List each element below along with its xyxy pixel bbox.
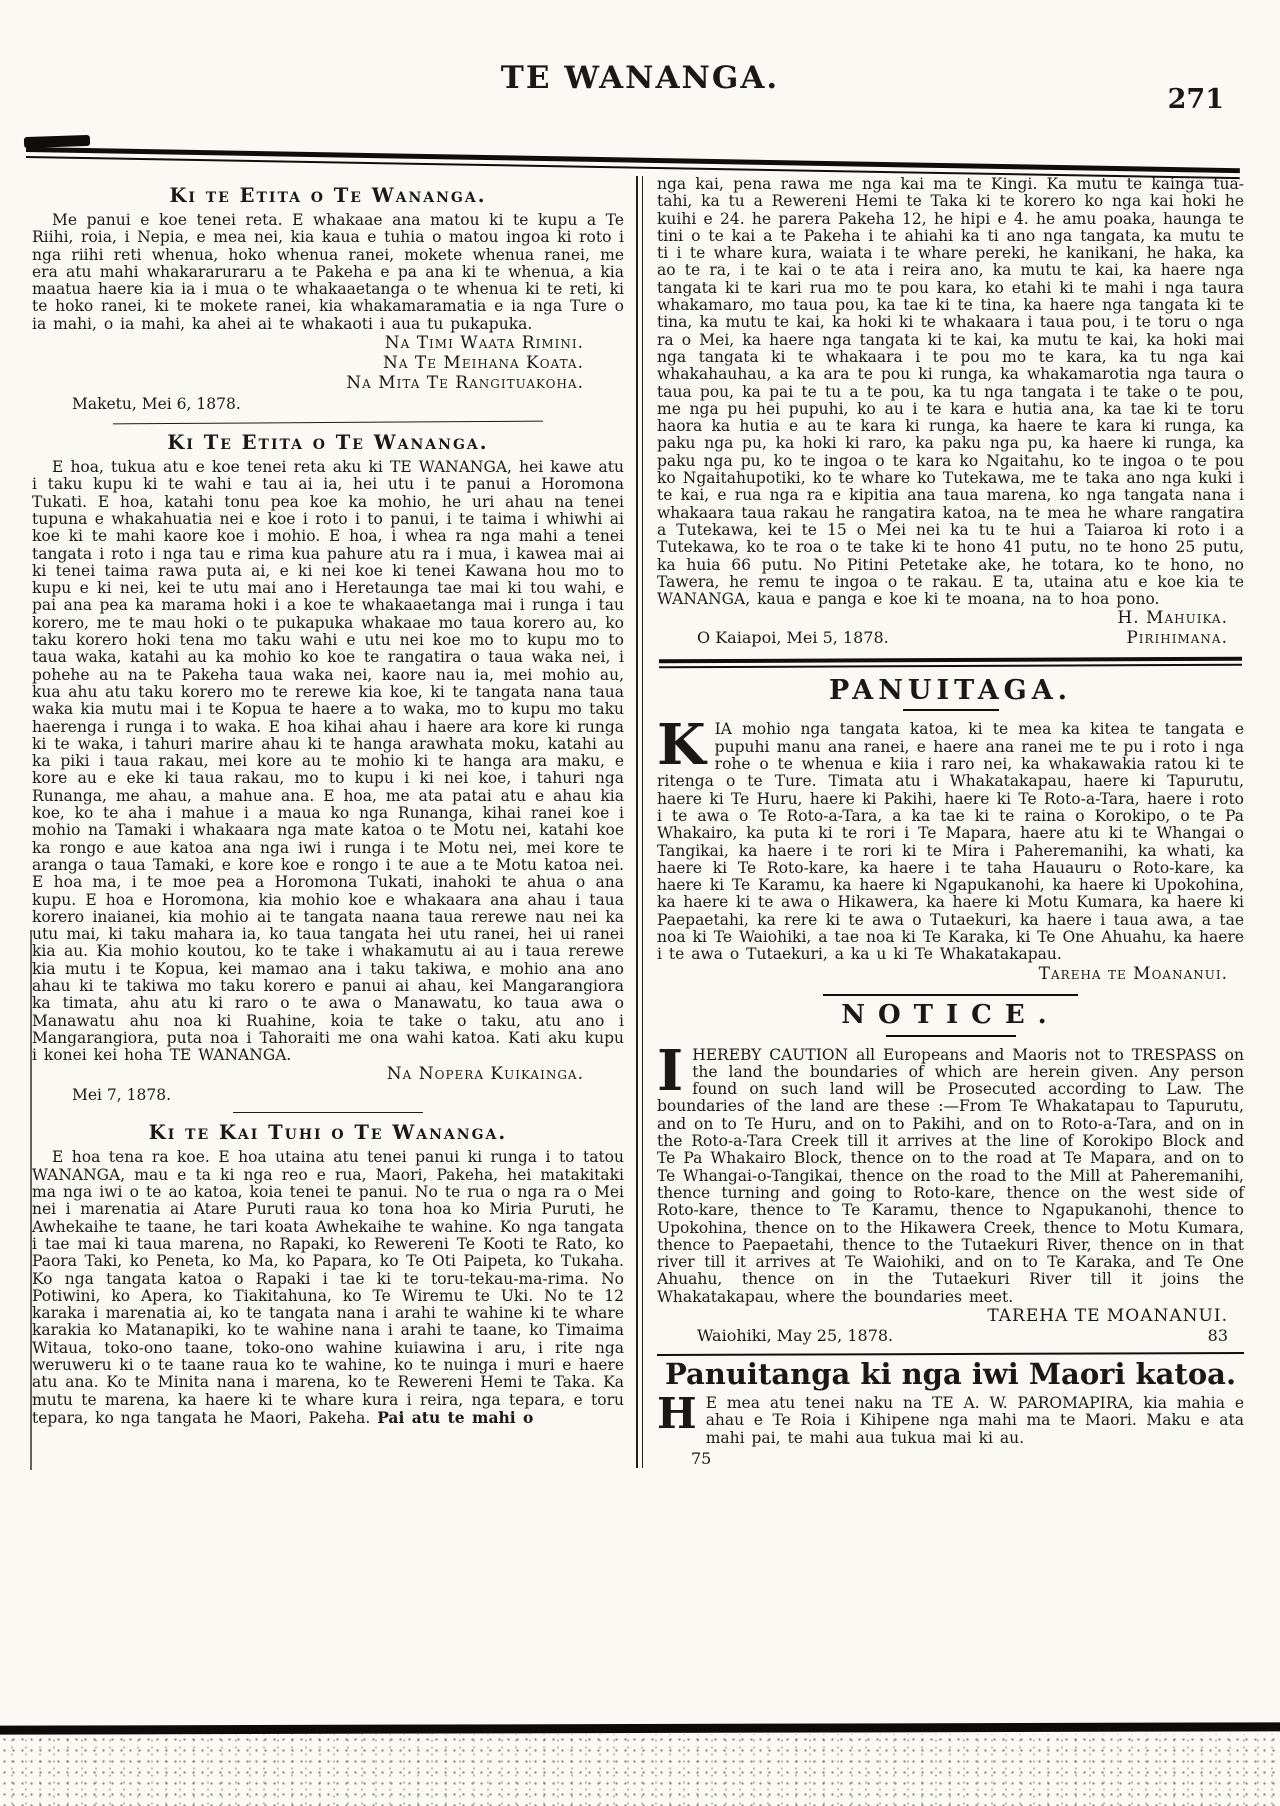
dateline: Maketu, Mei 6, 1878. <box>72 395 241 414</box>
left-column <box>32 176 634 1468</box>
dateline-row <box>657 1326 1244 1345</box>
body-paragraph <box>657 1389 1244 1447</box>
section-heading: Ki Te Etita o Te Wananga. <box>167 431 489 455</box>
signature-line: Na Mita Te Rangituakoha. <box>346 373 584 394</box>
notice-heading: NOTICE. <box>841 999 1060 1030</box>
heading-rule <box>886 1035 1016 1037</box>
dateline: Mei 7, 1878. <box>72 1086 172 1105</box>
right-column <box>645 176 1244 1468</box>
reference-number: 83 <box>1207 1326 1228 1346</box>
dateline: Waiohiki, May 25, 1878. <box>697 1326 894 1346</box>
heading-rule <box>903 709 999 711</box>
signature-line: Na Te Meihana Koata. <box>382 353 584 374</box>
drop-cap: K <box>657 712 706 779</box>
heading-rule <box>823 994 1078 996</box>
body-paragraph: Me panui e koe tenei reta. E whakaae ana matou ki te kupu a Te Riihi, roia, i Nepia, e mea nei, kia kaua e tuhia o matou ingoa ki roto i nga riihi reti whenua, hoko whenua ranei, mokete whenua ranei, me era atu mahi whakararuraru a te Pakeha e pa ana ki te whenua, a kia maatua haere kia ia i mua o te whakaaetanga o te whenua ki te reti, ki te hoko ranei, ki te mokete ranei, kia whakamaramatia e ia nga Ture o ia mahi, o ia mahi, ka ahei ai te whakaoti i aua tu pukapuka. <box>32 211 624 333</box>
section-rule <box>233 1112 423 1113</box>
maori-notice-heading: Panuitanga ki nga iwi Maori katoa. <box>664 1357 1237 1392</box>
double-rule <box>659 657 1242 669</box>
columns-container <box>32 176 1244 1468</box>
body-text: HEREBY CAUTION all Europeans and Maoris not to TRESPASS on the land the boundaries of which are herein given. Any person found on such land will be Prosecuted according to Law. The boundaries of the land are these :—From Te Whakatapau to Tapurutu, and on to Te Huru, and on to Pakihi, and on to Roto-a-Tara, and on in the Roto-a-Tara Creek till it arrives at the line of Korokipo Block and Te Pa Whakairo Block, thence on to the road at Te Mapara, and on to Te Whangai-o-Tangikai, thence on the road to the Mill at Paheremanihi, thence turning and going to Roto-kare, thence on the west side of Roto-kare, thence to Te Karamu, thence to Ngapukanohi, thence to Upokohina, thence on to the Hikawera Creek, thence to Motu Kumara, thence to Paepaetahi, thence to the Tutaekuri River, thence on in that river till it arrives at Te Waiohiki, and on to Te Karaka, and Te One Ahuahu, thence on in the Tutaekuri River till it joins the Whakatakapau, where the boundaries meet. <box>657 1045 1244 1306</box>
body-paragraph: E hoa, tukua atu e koe tenei reta aku ki TE WANANGA, hei kawe atu i taku kupu ki te wahi e tau ai ia, hei utu i te panui a Horomona Tukati. E hoa, katahi tonu pea koe ka mohio, he uri ahau na tenei tupuna e whakahuatia nei e koe i roto i to panui, i te taima i whiwhi ai koe ki te mahi kaore koe i mohio. E hoa, i whea ra nga mahi a tenei tangata i roto i nga tau e rima kua pahure atu ra i mua, i kawea mai ai ki tenei taima rawa puta ai, e ki nei koe ki tenei Kawana hou mo to kupu e ki nei, kei te utu mai ano i Heretaunga tae mai ki tou wahi, e pai ana pea ka marama hoki i a koe te whakaaetanga mai i runga i tau korero, me te mau hoki o te pukapuka whakaae mo taua korero au, ko taku korero hoki tena mo taku wahi e utu nei koe mo to kupu mo to taua waka, katahi au ka mohio ko koe te rangatira o taua waka nei, i pohehe au na te Pakeha taua waka nei, kaore nau ia, mei mohio au, kua ahu atu taku korero mo te rerewe kia koe, ki te tangata nana taua waka kia mutu mai i te Kopua te haere a to waka, mo to kupu mo taku haerenga i runga i to waka. E hoa kihai ahau i haere ara kore ki runga ki te waka, i tahuri marire ahau ki te hanga arawhata moku, katahi au ka piki i taua rakau, mei kore au te mohio ki te hanga ara maku, e kore au e eke ki taua rakau, mo to kupu i ki nei koe, i tahuri nga Runanga, me ahau, a mahue ana. E hoa, me ata patai atu e ahau kia koe, ko te aha i mahue i a maua ko nga Runanga, kihai ranei koe i mohio na Tamaki i whakaara nga mate katoa o te Motu nei, katahi koe ka rongo e aue katoa ana nga iwi i runga i te Motu nei, mei kore te aranga o taua Tamaki, e kore koe e rongo i te aue a te Motu katoa nei. E hoa ma, i te moe pea a Horomona Tukati, inahoki te ahua o ana kupu. E hoa e Horomona, kia mohio koe e whakaara ana ahau i taua korero inaianei, kia mohio ai te tangata naana taua rerewe nau nei ka utu mai, ki taku mahara ia, ko taua tangata hei utu ranei, hei ui ranei kia au. Kia mohio koutou, ko te take i whakamutu ai au i taua rerewe kia mutu i te Kopua, kei mamao ana i taku takiwa, e mohio ana ano ahau ki te takiwa mo taku korero e panui ai ahau, kei Mangarangiora ka timata, ahu atu ki raro o te awa o Manawatu, ko taua awa o Manawatu ahu noa ki Ruahine, koia te take o taku, atu ano i Mangarangiora, puta noa i Tahoraiti me ona wahi katoa. Kati aku kupu i konei kei hoha TE WANANGA. <box>32 458 624 1065</box>
bottom-scan-noise <box>0 1734 1280 1806</box>
signature-line: Tareha te Moananui. <box>1038 963 1228 984</box>
body-paragraph <box>657 712 1245 964</box>
body-text: IA mohio nga tangata katoa, ki te mea ka kitea te tangata e pupuhi manu ana ranei, e haere ana ranei me te pu i roto i nga rohe o te whenua e kiia i raro nei, ka whakawakia ratou ki te ritenga o te Ture. Timata atu i Whakatakapau, haere ki Tapurutu, haere ki Te Huru, haere ki Pakihi, haere ki Te Roto-a-Tara, haere i roto i te awa o Te Roto-a-Tara, a ka tae ki te raina o Korokipo, o te Pa Whakairo, ka puta ki te rori i Te Mapara, haere atu ki te Whangai o Tangikai, ka haere i te rori ki te Mira i Paheremanihi, ka whati, ka haere ki Te Roto-kare, ka haere i te taha Hauauru o Roto-kare, ka haere ki Te Karamu, ka haere ki Ngapukanohi, ka haere ki Upokohina, ka haere ki te awa o Hikawera, ka haere ki Motu Kumara, ka haere ki Paepaetahi, ka rere ki te awa o Tutaekuri, ka haere i taua awa, a tae noa ki Te Waiohiki, a tae noa ki Te Karaka, ki Te One Ahuahu, ka haere i te awa o Tutaekuri, a ka u ki Te Whakatakapau. <box>657 720 1245 964</box>
body-paragraph <box>657 1037 1244 1306</box>
section-rule <box>113 421 543 425</box>
body-paragraph: nga kai, pena rawa me nga kai ma te Kingi. Ka mutu te kainga tua-tahi, ka tu a Rewereni Hemi te Taka ki te korero ko nga kai hoki he kuihi e 24. he parera Pakeha 12, he hipi e 4. he amu poaka, haunga te tini o te kai a te Pakeha i te ahiahi ka ti ano nga tangata, ka mutu te ti i te whare kura, waiata i te whare pereki, he kanikani, he haka, ka ao te ra, i te kai o te ata i reira ano, ka mutu te kai, ka haere nga tangata ki te kari rua mo te pou kara, ko etahi ki te mahi i nga taura whakamaro, mo taua pou, ka tae ki te tina, ka haere nga tangata ki te tina, ka mutu te kai, ka hoki ki te whakaara i taua pou, i te toru o nga ra o Mei, ka haere nga tangata ki te kai, ka mutu te kai, ka hoki mai nga tangata ki te whakaara i te pou mo te kara, ka tu nga kai whakahauhau, a ka ara te pou ki runga, ka whakamarotia nga taura o taua pou, ka pai te tu a te pou, ka tu nga tangata i te take o te pou, me nga pu hei pupuhi, ko au i te kara e hutia ana, ka tae ki te toru haora ka hutia e au te kara ki runga, ka haere te kara ki runga, ka paku nga pu, ka hoki ki raro, ka paku nga pu, ka haere ki runga, ka paku nga pu, ko te ingoa o te kara ko Ngaitahu, ko te ingoa o te pou ko Ngaitahupotiki, ko te whare ko Tutekawa, me te taka ano nga kuki i te kai, e rua nga ra e kipitia ana taua marena, ko nga tangata nana i whakaara taua rakau he rangatira katoa, na te mea he whare rangatira a Tutekawa, kei te 15 o Mei nei ka tu te hui a Taiaroa ki roto i a Tutekawa, ko te roa o te take ki te hono 41 putu, no te hono 25 putu, ka huia 66 putu. No Pitini Petetake ake, he totara, ko te hono, no Tawera, he remu te ingoa o te rakau. E ta, utaina atu e koe kia te WANANGA, kaua e panga e koe ki te moana, na to hoa pono. <box>657 175 1244 609</box>
section-heading: Ki te Kai Tuhi o Te Wananga. <box>148 1121 508 1145</box>
reference-number: 75 <box>691 1448 712 1468</box>
dateline: O Kaiapoi, Mei 5, 1878. <box>697 628 889 648</box>
panuitaga-heading: PANUITAGA. <box>828 675 1073 707</box>
signature-role: Pirihimana. <box>1126 628 1228 649</box>
body-text: E mea atu tenei naku na TE A. W. PAROMAPIRA, kia mahia e ahau e Te Roia i Kihipene nga mahi ma te Maori. Maku e ata mahi pai, te mahi aua tukua mai ki au. <box>705 1394 1244 1447</box>
section-heading: Ki te Etita o Te Wananga. <box>169 184 487 207</box>
bold-tail-text: Pai atu te mahi o <box>377 1407 534 1427</box>
signature-line: TAREHA TE MOANANUI. <box>987 1306 1228 1327</box>
body-text: E hoa tena ra koe. E hoa utaina atu tenei panui ki runga i to tatou WANANGA, mau e ta ki nga reo e rua, Maori, Pakeha, hei matakitaki ma nga iwi o te ao katoa, koia tenei te panui. No te rua o nga ra o Mei nei i marenatia ai Atare Puruti raua ko tona hoa ko Miria Puruti, he Awhekaihe te taane, he tari koata Awhekaihe te wahine. Ko nga tangata i tae mai ki taua marena, no Rapaki, ko Rewereni Te Kooti te Rato, ko Paora Taki, ko Peneta, ko Ma, ko Papara, ko Te Oti Paipeta, ko Tukaha. Ko nga tangata katoa o Rapaki i tae ki te toru-tekau-ma-rima. No Potiwini, ko Apera, ko Tiakitahuna, ko Te Wiremu te Uki. No te 12 karaka i marenatia ai, ko te tangata nana i arahi te wahine ki te whare karakia ko Matanapiki, ko te wahine nana i arahi te taane, ko Timaima Witaua, toko-ono taane, toko-ono wahine kuiawina i aru, i rite nga weruweru ki o te taane raua ko te wahine, ko te nuinga i muri e haere atu ana. Ko te Minita nana i marena, ko te Rewereni Hemi te Taka. Ka mutu te marena, ka haere ki te whare kura i reira, nga tepara, e toru tepara, ko nga tangata he Maori, Pakeha. <box>32 1148 624 1427</box>
signature-line: Na Nopera Kuikainga. <box>386 1064 584 1085</box>
masthead-title: TE WANANGA. <box>500 60 780 96</box>
body-paragraph <box>32 1149 624 1427</box>
section-rule <box>657 1352 1244 1356</box>
drop-cap: H <box>657 1389 697 1439</box>
dateline-row <box>657 628 1244 648</box>
bottom-scan-band <box>0 1722 1280 1734</box>
column-divider <box>636 176 643 1468</box>
drop-cap: I <box>657 1037 684 1104</box>
signature-line: Na Timi Waata Rimini. <box>384 333 584 354</box>
signature-line: H. Mahuika. <box>1117 608 1228 629</box>
page-number: 271 <box>1167 84 1224 115</box>
